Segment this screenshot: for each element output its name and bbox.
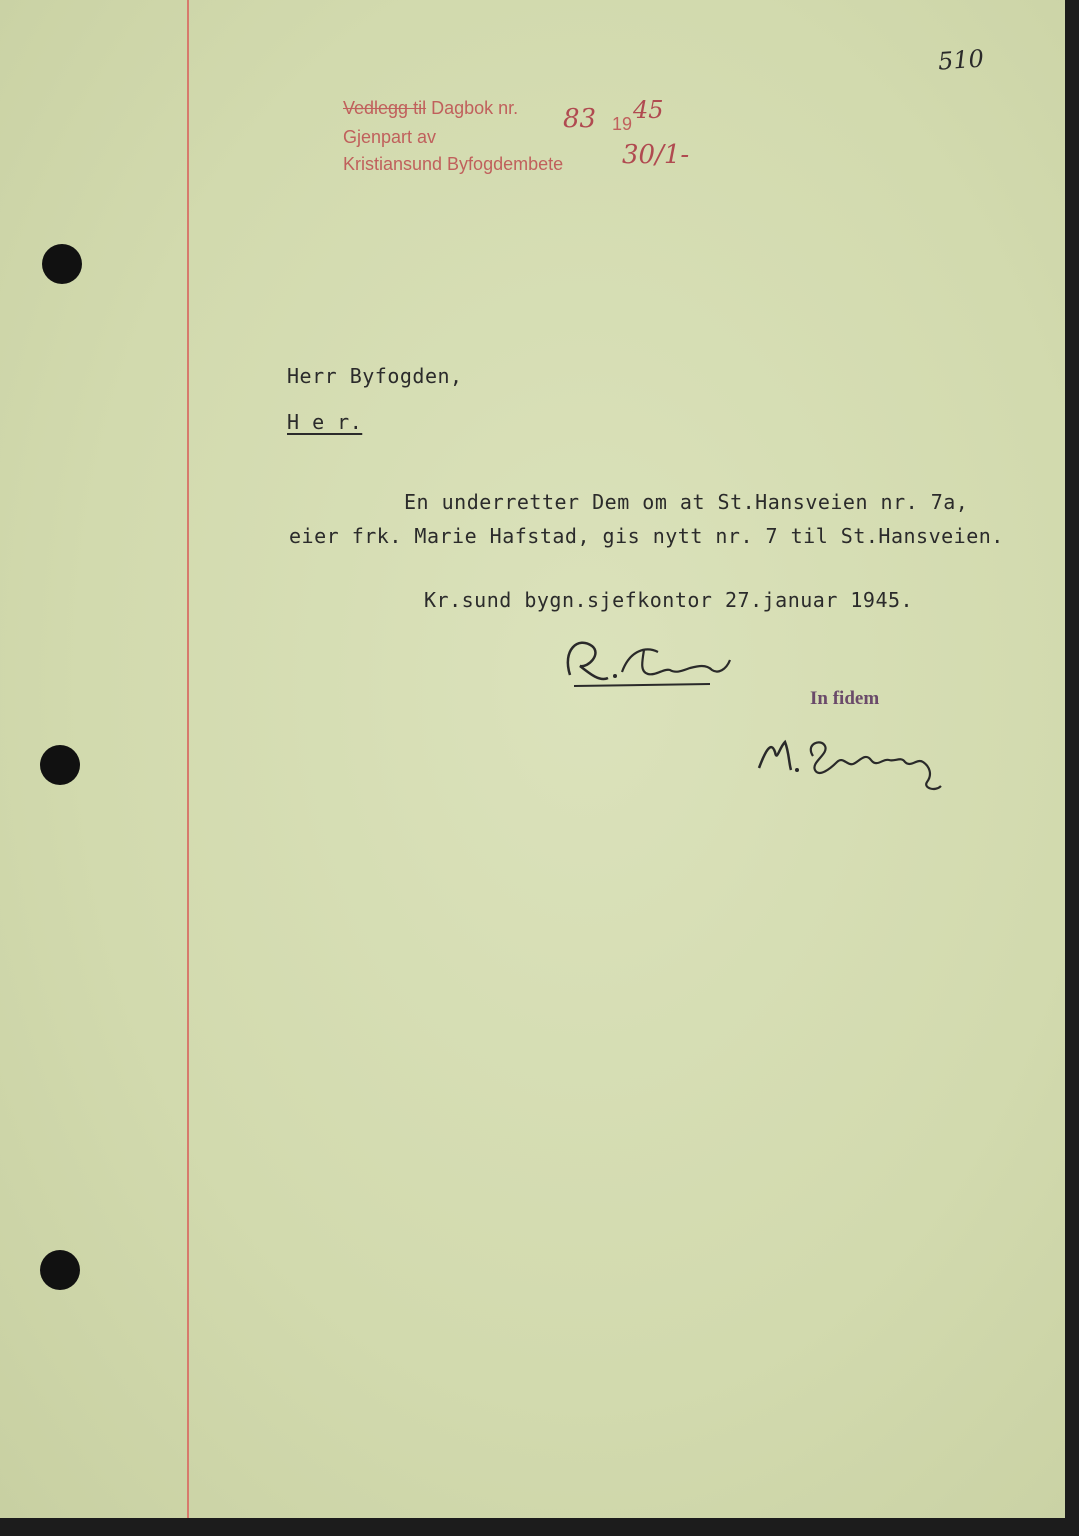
place-date: Kr.sund bygn.sjefkontor 27.januar 1945. xyxy=(424,588,914,612)
stamp-dagbok-label: Dagbok nr. xyxy=(431,98,519,118)
stamp-line-3: Kristiansund Byfogdembete xyxy=(343,154,564,174)
stamp-line-1 xyxy=(343,98,518,119)
signature-second xyxy=(755,722,955,802)
page-number: 510 xyxy=(937,44,985,76)
body-line-2: eier frk. Marie Hafstad, gis nytt nr. 7 til St.Hansveien. xyxy=(289,524,1004,548)
body-line-1: En underretter Dem om at St.Hansveien nr. 7a, xyxy=(404,490,969,514)
handwritten-date: 30/1- xyxy=(622,140,690,170)
location: H e r. xyxy=(287,410,363,434)
signature-first xyxy=(560,630,740,694)
margin-line xyxy=(187,0,189,1518)
punch-hole xyxy=(40,1250,80,1290)
stamp-line-2: Gjenpart av xyxy=(343,127,437,147)
handwritten-year-suffix: 45 xyxy=(633,96,664,124)
in-fidem: In fidem xyxy=(810,688,880,709)
handwritten-dagbok-number: 83 xyxy=(563,104,597,134)
salutation: Herr Byfogden, xyxy=(287,364,463,388)
punch-hole xyxy=(40,745,80,785)
stamp-struck-text: Vedlegg til xyxy=(343,98,427,118)
punch-hole xyxy=(42,244,82,284)
stamp-year-prefix: 19 xyxy=(612,114,633,134)
